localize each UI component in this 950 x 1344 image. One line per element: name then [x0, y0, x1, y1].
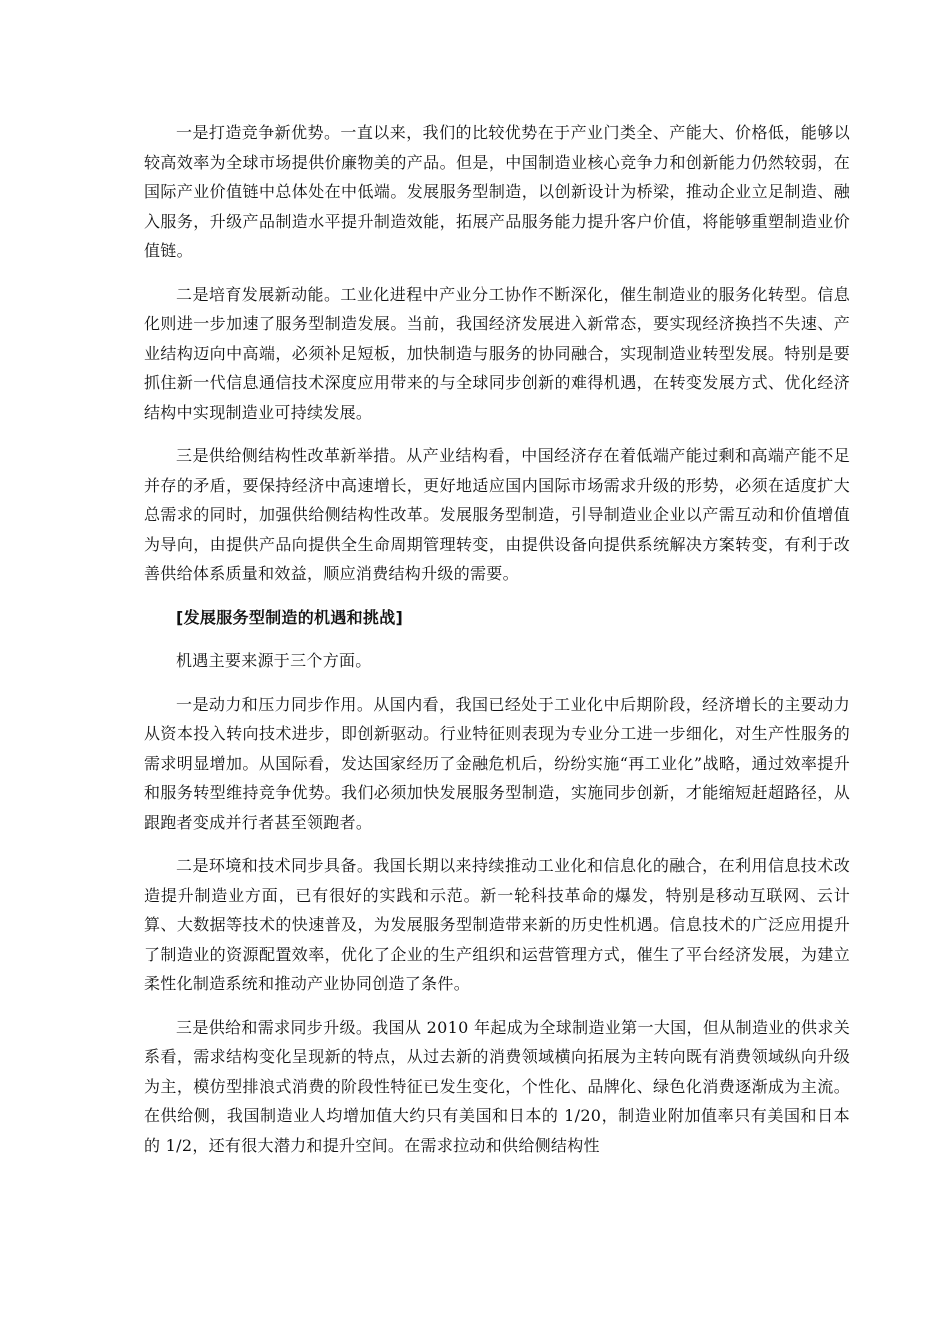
paragraph-competitive-advantage: 一是打造竞争新优势。一直以来，我们的比较优势在于产业门类全、产能大、价格低，能够以较高效率为全球市场提供价廉物美的产品。但是，中国制造业核心竞争力和创新能力仍然较弱，在国际产业价值链中总体处在中低端。发展服务型制造，以创新设计为桥梁，推动企业立足制造、融入服务，升级产品制造水平提升制造效能，拓展产品服务能力提升客户价值，将能够重塑制造业价值链。: [144, 123, 850, 260]
paragraph-momentum-pressure: 一是动力和压力同步作用。从国内看，我国已经处于工业化中后期阶段，经济增长的主要动力从资本投入转向技术进步，即创新驱动。行业特征则表现为专业分工进一步细化，对生产性服务的需求明显增加。从国际看，发达国家经历了金融危机后，纷纷实施“再工业化”战略，通过效率提升和服务转型维持竞争优势。我们必须加快发展服务型制造，实施同步创新，才能缩短赶超路径，从跟跑者变成并行者甚至领跑者。: [144, 694, 850, 832]
document-body: [144, 118, 850, 1174]
section-heading: [发展服务型制造的机遇和挑战]: [176, 607, 404, 627]
paragraph-new-momentum: 二是培育发展新动能。工业化进程中产业分工协作不断深化，催生制造业的服务化转型。信息化则进一步加速了服务型制造发展。当前，我国经济发展进入新常态，要实现经济换挡不失速、产业结构迈向中高端，必须补足短板，加快制造与服务的协同融合，实现制造业转型发展。特别是要抓住新一代信息通信技术深度应用带来的与全球同步创新的难得机遇，在转变发展方式、优化经济结构中实现制造业可持续发展。: [144, 284, 850, 422]
paragraph-environment-technology: 二是环境和技术同步具备。我国长期以来持续推动工业化和信息化的融合，在利用信息技术改造提升制造业方面，已有很好的实践和示范。新一轮科技革命的爆发，特别是移动互联网、云计算、大数据等技术的快速普及，为发展服务型制造带来新的历史性机遇。信息技术的广泛应用提升了制造业的资源配置效率，优化了企业的生产组织和运营管理方式，催生了平台经济发展，为建立柔性化制造系统和推动产业协同创造了条件。: [144, 856, 850, 993]
paragraph-supply-demand: 三是供给和需求同步升级。我国从 2010 年起成为全球制造业第一大国，但从制造业的供求关系看，需求结构变化呈现新的特点，从过去新的消费领域横向拓展为主转向既有消费领域纵向升级为主，模仿型排浪式消费的阶段性特征已发生变化，个性化、品牌化、绿色化消费逐渐成为主流。在供给侧，我国制造业人均增加值大约只有美国和日本的 1/20，制造业附加值率只有美国和日本的 1/2，还有很大潜力和提升空间。在需求拉动和供给侧结构性: [144, 1017, 850, 1155]
paragraph-intro: 机遇主要来源于三个方面。: [176, 651, 372, 670]
paragraph-supply-side-reform: 三是供给侧结构性改革新举措。从产业结构看，中国经济存在着低端产能过剩和高端产能不足并存的矛盾，要保持经济中高速增长，更好地适应国内国际市场需求升级的形势，必须在适度扩大总需求的同时，加强供给侧结构性改革。发展服务型制造，引导制造业企业以产需互动和价值增值为导向，由提供产品向提供全生命周期管理转变，由提供设备向提供系统解决方案转变，有利于改善供给体系质量和效益，顺应消费结构升级的需要。: [144, 446, 850, 583]
